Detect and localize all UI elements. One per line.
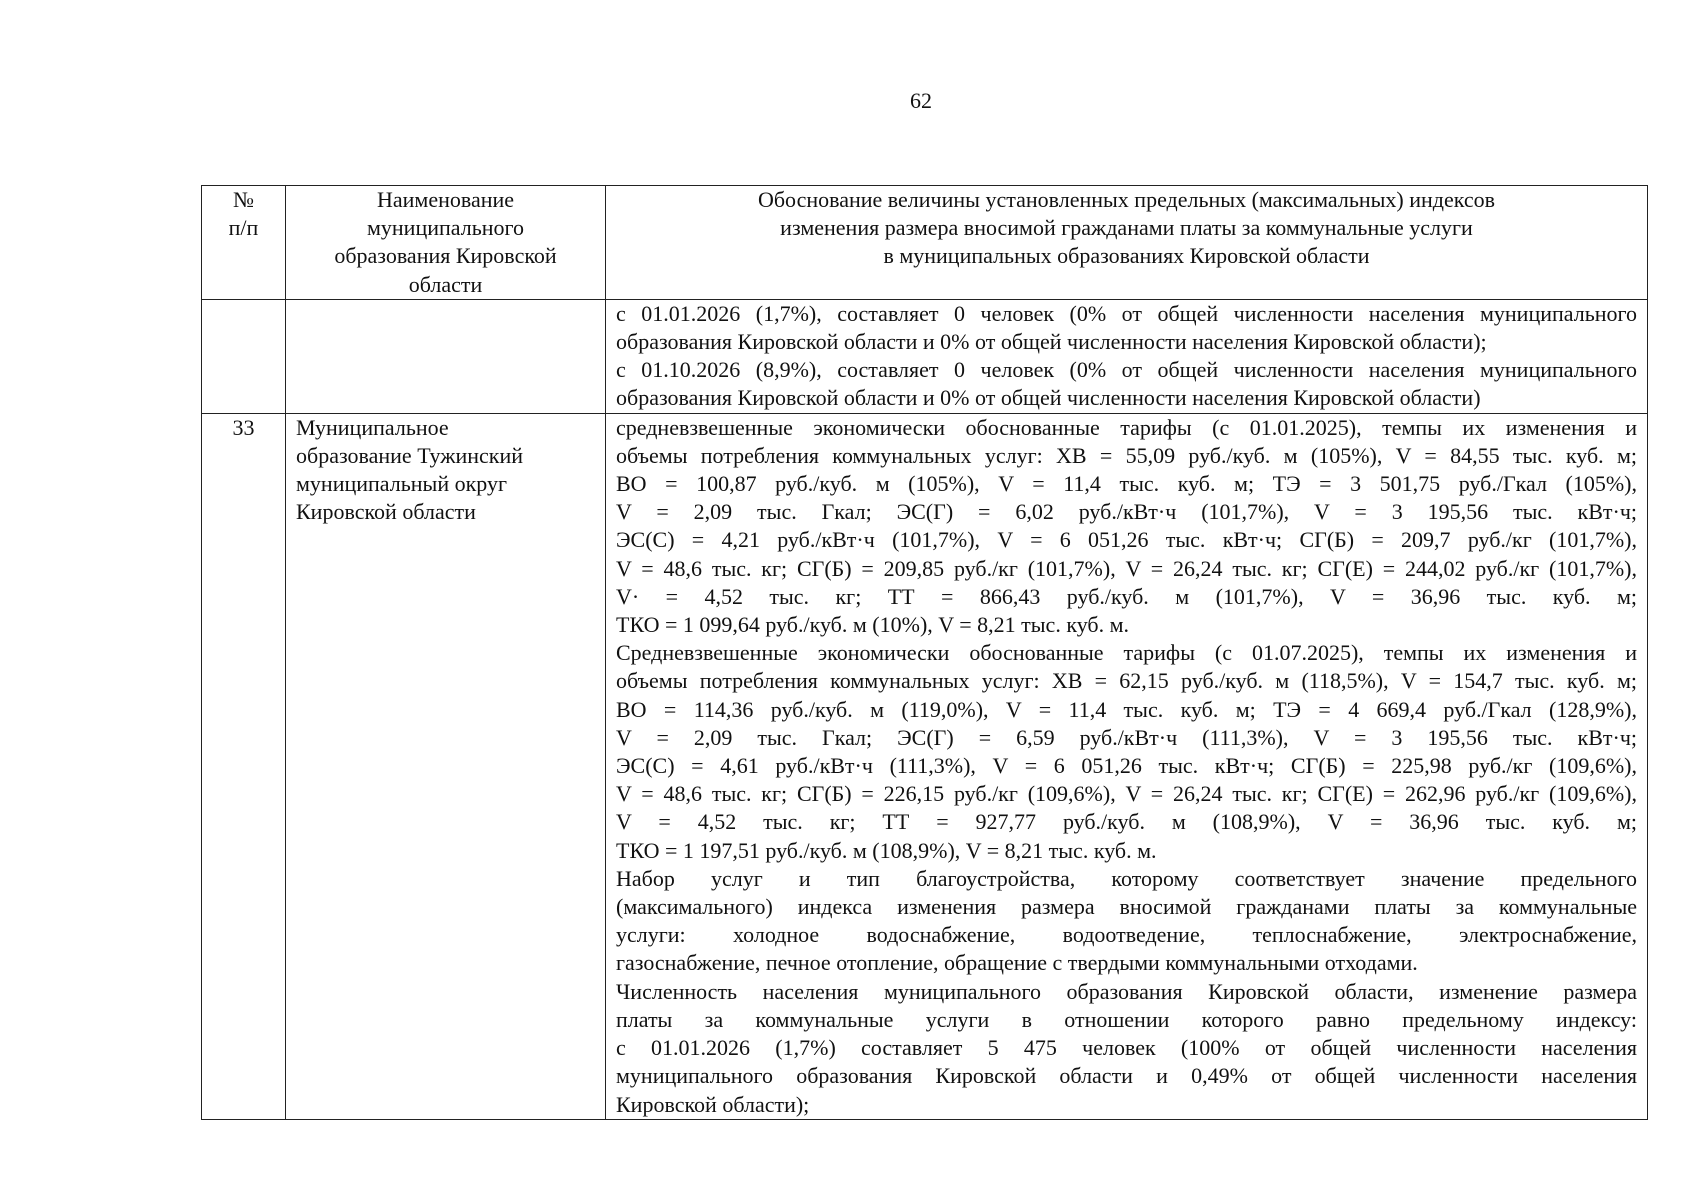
row-number [202,299,286,413]
basis-text-line: объемы потребления коммунальных услуг: ХВ = 55,09 руб./куб. м (105%), V = 84,55 тыс. куб. м; [616,442,1637,468]
basis-text-line: V = 48,6 тыс. кг; СГ(Б) = 226,15 руб./кг (109,6%), V = 26,24 тыс. кг; СГ(Е) = 262,96 руб./кг (109,6%), [616,781,1637,807]
basis-text-line: ЭС(С) = 4,61 руб./кВт·ч (111,3%), V = 6 051,26 тыс. кВт·ч; СГ(Б) = 225,98 руб./кг (109,6%), [616,753,1637,779]
municipality-name-line: Кировской области [296,499,476,525]
header-name-line: образования Кировской [334,243,557,269]
municipality-name [286,299,606,413]
table-row [202,413,1648,1119]
header-name [286,186,606,300]
basis-text-line: V = 4,52 тыс. кг; ТТ = 927,77 руб./куб. м (108,9%), V = 36,96 тыс. куб. м; [616,809,1637,835]
table-body [202,299,1648,1119]
basis-text-line: объемы потребления коммунальных услуг: ХВ = 62,15 руб./куб. м (118,5%), V = 154,7 тыс. куб. м; [616,668,1637,694]
basis-text-line: платы за коммунальные услуги в отношении которого равно предельному индексу: [616,1006,1637,1032]
municipality-name-line: муниципальный округ [296,471,508,497]
table-row [202,299,1648,413]
basis-text-line: газоснабжение, печное отопление, обращение с твердыми коммунальными отходами. [616,950,1418,976]
basis-text-line: ТКО = 1 197,51 руб./куб. м (108,9%), V = 8,21 тыс. куб. м. [616,837,1157,863]
basis-text-line: V = 2,09 тыс. Гкал; ЭС(Г) = 6,02 руб./кВт·ч (101,7%), V = 3 195,56 тыс. кВт·ч; [616,499,1637,525]
basis-text-line: V· = 4,52 тыс. кг; ТТ = 866,43 руб./куб. м (101,7%), V = 36,96 тыс. куб. м; [616,583,1637,609]
header-name-line: Наименование [376,187,515,212]
header-basis-line: Обоснование величины установленных предельных (максимальных) индексов [757,187,1496,212]
tariff-table [201,185,1648,1120]
basis-text [606,413,1648,1119]
basis-text-line: Кировской области); [616,1091,810,1117]
basis-text [606,299,1648,413]
basis-text-line: ЭС(С) = 4,21 руб./кВт·ч (101,7%), V = 6 051,26 тыс. кВт·ч; СГ(Б) = 209,7 руб./кг (101,7%), [616,527,1637,553]
basis-text-line: ТКО = 1 099,64 руб./куб. м (10%), V = 8,21 тыс. куб. м. [616,612,1130,638]
basis-text-line: образования Кировской области и 0% от общей численности населения Кировской области); [616,329,1487,355]
table-header-row [202,186,1648,300]
row-number: 33 [202,413,286,1119]
header-num-line: п/п [228,215,259,241]
basis-text-line: (максимального) индекса изменения размера вносимой гражданами платы за коммунальные [616,894,1637,920]
header-basis [606,186,1648,300]
page-number: 62 [910,88,932,113]
header-name-line: области [408,271,483,297]
basis-text-line: ВО = 114,36 руб./куб. м (119,0%), V = 11,4 тыс. куб. м; ТЭ = 4 669,4 руб./Гкал (128,9%), [616,696,1637,722]
basis-text-line: средневзвешенные экономически обоснованные тарифы (с 01.01.2025), темпы их изменения и [616,414,1637,440]
basis-text-line: муниципального образования Кировской области и 0,49% от общей численности населения [616,1063,1637,1089]
basis-text-line: образования Кировской области и 0% от общей численности населения Кировской области) [616,385,1481,411]
basis-text-line: с 01.10.2026 (8,9%), составляет 0 человек (0% от общей численности населения муниципального [616,357,1637,383]
basis-text-line: V = 48,6 тыс. кг; СГ(Б) = 209,85 руб./кг (101,7%), V = 26,24 тыс. кг; СГ(Е) = 244,02 руб./кг (101,7%), [616,555,1637,581]
basis-text-line: с 01.01.2026 (1,7%), составляет 0 человек (0% от общей численности населения муниципального [616,300,1637,326]
basis-text-line: V = 2,09 тыс. Гкал; ЭС(Г) = 6,59 руб./кВт·ч (111,3%), V = 3 195,56 тыс. кВт·ч; [616,724,1637,750]
municipality-name [286,413,606,1119]
basis-text-line: услуги: холодное водоснабжение, водоотведение, теплоснабжение, электроснабжение, [616,922,1637,948]
basis-text-line: Численность населения муниципального образования Кировской области, изменение размера [616,978,1637,1004]
header-num-line: № [233,187,254,212]
header-num [202,186,286,300]
header-basis-line: в муниципальных образованиях Кировской области [883,243,1370,269]
header-basis-line: изменения размера вносимой гражданами платы за коммунальные услуги [780,215,1473,241]
basis-text-line: с 01.01.2026 (1,7%) составляет 5 475 человек (100% от общей численности населения [616,1035,1637,1061]
basis-text-line: Набор услуг и тип благоустройства, которому соответствует значение предельного [616,865,1637,891]
basis-text-line: ВО = 100,87 руб./куб. м (105%), V = 11,4 тыс. куб. м; ТЭ = 3 501,75 руб./Гкал (105%), [616,471,1637,497]
header-name-line: муниципального [366,215,524,241]
municipality-name-line: образование Тужинский [296,442,523,468]
basis-text-line: Средневзвешенные экономически обоснованные тарифы (с 01.07.2025), темпы их изменения и [616,640,1637,666]
municipality-name-line: Муниципальное [296,414,449,440]
